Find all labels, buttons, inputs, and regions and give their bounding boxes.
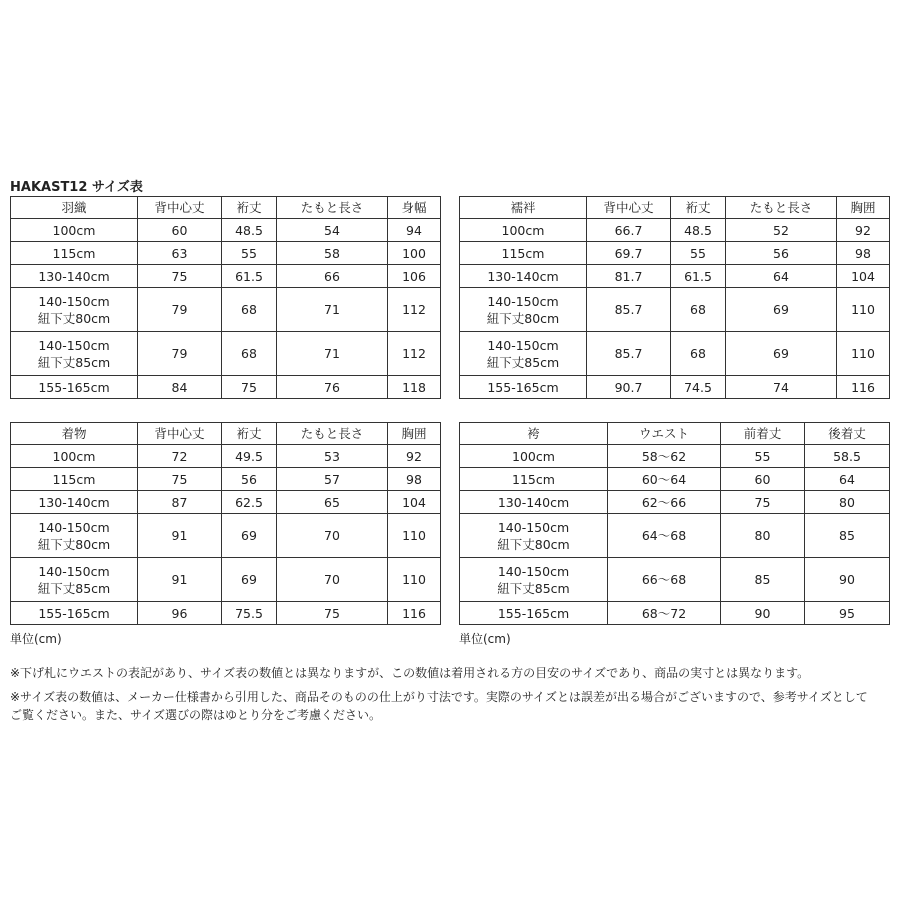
value-cell: 104 xyxy=(388,491,441,514)
column-header: 後着丈 xyxy=(805,423,890,445)
size-sublabel: 紐下丈85cm xyxy=(37,580,111,596)
value-cell: 98 xyxy=(388,468,441,491)
value-cell: 112 xyxy=(388,288,441,332)
size-label: 140-150cm xyxy=(38,337,110,353)
value-cell: 116 xyxy=(837,376,890,399)
size-sublabel: 紐下丈85cm xyxy=(486,354,560,370)
value-cell: 75 xyxy=(277,602,388,625)
table-row xyxy=(11,242,441,265)
table-row xyxy=(460,332,890,376)
value-cell: 69 xyxy=(726,332,837,376)
value-cell: 91 xyxy=(138,514,222,558)
column-header: 羽織 xyxy=(11,197,138,219)
table-row xyxy=(11,376,441,399)
size-cell: 115cm xyxy=(460,468,608,491)
column-header: 背中心丈 xyxy=(587,197,671,219)
column-header: 着物 xyxy=(11,423,138,445)
value-cell: 68 xyxy=(671,332,726,376)
size-sublabel: 紐下丈80cm xyxy=(497,536,570,552)
unit-label-left: 単位(cm) xyxy=(10,632,62,646)
value-cell: 53 xyxy=(277,445,388,468)
value-cell: 55 xyxy=(721,445,805,468)
value-cell: 68 xyxy=(671,288,726,332)
value-cell: 110 xyxy=(388,558,441,602)
value-cell: 112 xyxy=(388,332,441,376)
value-cell: 48.5 xyxy=(671,219,726,242)
value-cell: 62〜66 xyxy=(608,491,721,514)
value-cell: 68 xyxy=(222,288,277,332)
value-cell: 84 xyxy=(138,376,222,399)
value-cell: 69 xyxy=(222,558,277,602)
value-cell: 60 xyxy=(138,219,222,242)
value-cell: 61.5 xyxy=(222,265,277,288)
size-sublabel: 紐下丈85cm xyxy=(37,354,111,370)
size-cell xyxy=(460,288,587,332)
size-cell xyxy=(460,332,587,376)
value-cell: 61.5 xyxy=(671,265,726,288)
value-cell: 75 xyxy=(222,376,277,399)
table-header-row xyxy=(460,197,890,219)
value-cell: 118 xyxy=(388,376,441,399)
value-cell: 110 xyxy=(837,288,890,332)
value-cell: 75 xyxy=(138,265,222,288)
table-row xyxy=(460,242,890,265)
column-header: 身幅 xyxy=(388,197,441,219)
value-cell: 68 xyxy=(222,332,277,376)
size-cell xyxy=(11,514,138,558)
column-header: たもと長さ xyxy=(726,197,837,219)
value-cell: 75 xyxy=(138,468,222,491)
value-cell: 66 xyxy=(277,265,388,288)
column-header: 裄丈 xyxy=(222,423,277,445)
value-cell: 68〜72 xyxy=(608,602,721,625)
table-header-row xyxy=(11,423,441,445)
value-cell: 91 xyxy=(138,558,222,602)
size-cell: 115cm xyxy=(460,242,587,265)
size-sublabel: 紐下丈80cm xyxy=(37,536,111,552)
value-cell: 76 xyxy=(277,376,388,399)
table-row xyxy=(460,514,890,558)
value-cell: 75.5 xyxy=(222,602,277,625)
size-cell: 130-140cm xyxy=(460,491,608,514)
table-row xyxy=(460,602,890,625)
value-cell: 85.7 xyxy=(587,332,671,376)
value-cell: 49.5 xyxy=(222,445,277,468)
size-cell: 100cm xyxy=(11,219,138,242)
size-label: 140-150cm xyxy=(497,563,570,579)
value-cell: 90.7 xyxy=(587,376,671,399)
value-cell: 48.5 xyxy=(222,219,277,242)
value-cell: 70 xyxy=(277,514,388,558)
value-cell: 58〜62 xyxy=(608,445,721,468)
value-cell: 60 xyxy=(721,468,805,491)
value-cell: 92 xyxy=(837,219,890,242)
size-cell: 130-140cm xyxy=(460,265,587,288)
table-row xyxy=(460,219,890,242)
value-cell: 80 xyxy=(721,514,805,558)
size-cell: 155-165cm xyxy=(460,602,608,625)
value-cell: 100 xyxy=(388,242,441,265)
table-row xyxy=(460,288,890,332)
size-cell xyxy=(11,332,138,376)
column-header: 背中心丈 xyxy=(138,197,222,219)
value-cell: 116 xyxy=(388,602,441,625)
size-cell: 155-165cm xyxy=(460,376,587,399)
value-cell: 95 xyxy=(805,602,890,625)
value-cell: 69 xyxy=(726,288,837,332)
size-sublabel: 紐下丈80cm xyxy=(37,310,111,326)
unit-label-right: 単位(cm) xyxy=(459,632,511,646)
note-waist-tag: ※下げ札にウエストの表記があり、サイズ表の数値とは異なりますが、この数値は着用される方の目安のサイズであり、商品の実寸とは異なります。 xyxy=(10,666,810,680)
note-size-disclaimer-cont: ご覧ください。また、サイズ選びの際はゆとり分をご考慮ください。 xyxy=(10,708,382,722)
value-cell: 79 xyxy=(138,288,222,332)
size-cell xyxy=(460,514,608,558)
value-cell: 66.7 xyxy=(587,219,671,242)
value-cell: 96 xyxy=(138,602,222,625)
juban-size-table xyxy=(459,196,890,399)
size-cell: 100cm xyxy=(460,445,608,468)
size-label: 140-150cm xyxy=(487,293,559,309)
value-cell: 52 xyxy=(726,219,837,242)
haori-size-table xyxy=(10,196,441,399)
table-row xyxy=(460,265,890,288)
value-cell: 74.5 xyxy=(671,376,726,399)
value-cell: 58.5 xyxy=(805,445,890,468)
table-row xyxy=(11,288,441,332)
table-row xyxy=(11,332,441,376)
value-cell: 69 xyxy=(222,514,277,558)
table-row xyxy=(11,558,441,602)
value-cell: 90 xyxy=(721,602,805,625)
size-cell: 115cm xyxy=(11,242,138,265)
column-header: たもと長さ xyxy=(277,197,388,219)
kimono-size-table xyxy=(10,422,441,625)
table-row xyxy=(11,514,441,558)
size-sublabel: 紐下丈85cm xyxy=(497,580,570,596)
size-label: 140-150cm xyxy=(38,519,110,535)
table-row xyxy=(11,265,441,288)
table-row xyxy=(460,491,890,514)
page-title: HAKAST12 サイズ表 xyxy=(10,180,143,195)
column-header: 胸囲 xyxy=(388,423,441,445)
value-cell: 69.7 xyxy=(587,242,671,265)
value-cell: 64 xyxy=(726,265,837,288)
size-cell: 100cm xyxy=(11,445,138,468)
hakama-size-table xyxy=(459,422,890,625)
value-cell: 110 xyxy=(837,332,890,376)
table-row xyxy=(460,376,890,399)
value-cell: 110 xyxy=(388,514,441,558)
size-sublabel: 紐下丈80cm xyxy=(486,310,560,326)
value-cell: 66〜68 xyxy=(608,558,721,602)
value-cell: 71 xyxy=(277,288,388,332)
value-cell: 54 xyxy=(277,219,388,242)
value-cell: 65 xyxy=(277,491,388,514)
value-cell: 90 xyxy=(805,558,890,602)
value-cell: 55 xyxy=(222,242,277,265)
note-size-disclaimer: ※サイズ表の数値は、メーカー仕様書から引用した、商品そのものの仕上がり寸法です。実際のサイズとは誤差が出る場合がございますので、参考サイズとして xyxy=(10,690,868,704)
value-cell: 92 xyxy=(388,445,441,468)
table-header-row xyxy=(11,197,441,219)
value-cell: 81.7 xyxy=(587,265,671,288)
value-cell: 70 xyxy=(277,558,388,602)
column-header: 襦袢 xyxy=(460,197,587,219)
table-row xyxy=(460,468,890,491)
column-header: ウエスト xyxy=(608,423,721,445)
size-cell: 100cm xyxy=(460,219,587,242)
value-cell: 71 xyxy=(277,332,388,376)
size-cell: 130-140cm xyxy=(11,491,138,514)
value-cell: 94 xyxy=(388,219,441,242)
size-label: 140-150cm xyxy=(38,563,110,579)
size-cell xyxy=(460,558,608,602)
table-row xyxy=(11,491,441,514)
column-header: 背中心丈 xyxy=(138,423,222,445)
value-cell: 80 xyxy=(805,491,890,514)
size-cell: 115cm xyxy=(11,468,138,491)
size-cell xyxy=(11,558,138,602)
value-cell: 85.7 xyxy=(587,288,671,332)
value-cell: 74 xyxy=(726,376,837,399)
value-cell: 62.5 xyxy=(222,491,277,514)
value-cell: 55 xyxy=(671,242,726,265)
table-header-row xyxy=(460,423,890,445)
value-cell: 60〜64 xyxy=(608,468,721,491)
value-cell: 85 xyxy=(721,558,805,602)
table-row xyxy=(460,558,890,602)
column-header: たもと長さ xyxy=(277,423,388,445)
column-header: 裄丈 xyxy=(671,197,726,219)
value-cell: 56 xyxy=(222,468,277,491)
size-cell: 155-165cm xyxy=(11,376,138,399)
column-header: 胸囲 xyxy=(837,197,890,219)
value-cell: 98 xyxy=(837,242,890,265)
table-row xyxy=(460,445,890,468)
value-cell: 57 xyxy=(277,468,388,491)
value-cell: 75 xyxy=(721,491,805,514)
value-cell: 63 xyxy=(138,242,222,265)
size-label: 140-150cm xyxy=(487,337,559,353)
value-cell: 64〜68 xyxy=(608,514,721,558)
value-cell: 85 xyxy=(805,514,890,558)
table-row xyxy=(11,602,441,625)
size-label: 140-150cm xyxy=(497,519,570,535)
value-cell: 106 xyxy=(388,265,441,288)
value-cell: 64 xyxy=(805,468,890,491)
value-cell: 58 xyxy=(277,242,388,265)
value-cell: 56 xyxy=(726,242,837,265)
table-row xyxy=(11,219,441,242)
size-cell: 130-140cm xyxy=(11,265,138,288)
size-cell xyxy=(11,288,138,332)
value-cell: 87 xyxy=(138,491,222,514)
column-header: 袴 xyxy=(460,423,608,445)
size-label: 140-150cm xyxy=(38,293,110,309)
value-cell: 72 xyxy=(138,445,222,468)
table-row xyxy=(11,468,441,491)
size-cell: 155-165cm xyxy=(11,602,138,625)
table-row xyxy=(11,445,441,468)
value-cell: 104 xyxy=(837,265,890,288)
column-header: 前着丈 xyxy=(721,423,805,445)
column-header: 裄丈 xyxy=(222,197,277,219)
value-cell: 79 xyxy=(138,332,222,376)
